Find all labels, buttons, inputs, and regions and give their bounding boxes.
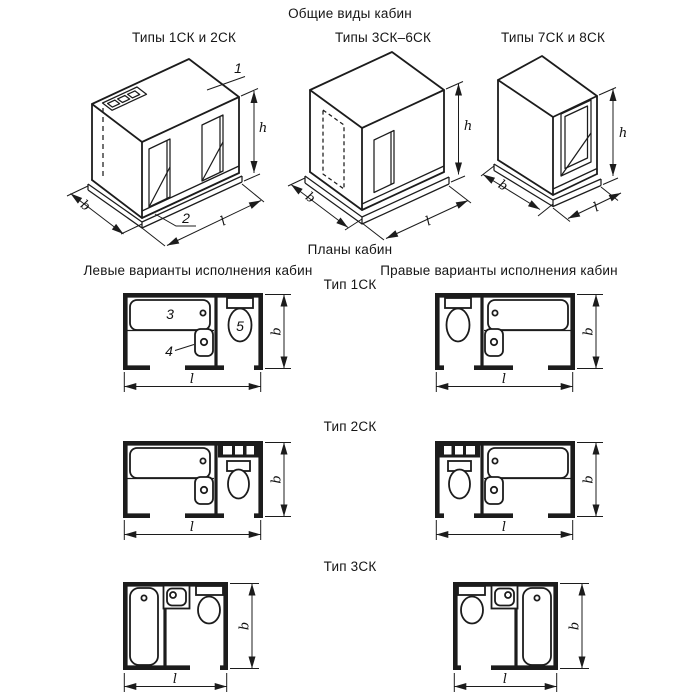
svg-text:b: b bbox=[495, 177, 511, 195]
svg-text:h: h bbox=[618, 126, 628, 141]
dimension-length bbox=[436, 520, 572, 540]
iso-title-1: Типы 1СК и 2СК bbox=[131, 30, 237, 45]
plans-title: Планы кабин bbox=[307, 242, 393, 257]
type-1sk-label: Тип 1СК bbox=[323, 277, 377, 292]
room-plan-mirrored bbox=[435, 293, 575, 370]
callout-bathtub: 3 bbox=[166, 306, 174, 322]
svg-text:l: l bbox=[218, 214, 229, 230]
svg-text:h: h bbox=[258, 121, 268, 136]
dimension-length bbox=[454, 672, 556, 692]
svg-text:l: l bbox=[502, 672, 508, 687]
room-plan bbox=[123, 582, 228, 670]
room-plan-mirrored bbox=[435, 441, 575, 518]
svg-text:l: l bbox=[189, 372, 195, 387]
iso-view-types-3sk-6sk bbox=[287, 50, 487, 250]
svg-text:l: l bbox=[591, 200, 602, 216]
dimension-width bbox=[577, 443, 603, 517]
cabin-box bbox=[310, 52, 444, 210]
svg-text:h: h bbox=[463, 119, 473, 134]
plan-1sk-left bbox=[100, 288, 305, 403]
callout-leader-washbasin bbox=[175, 345, 194, 351]
iso-title-2: Типы 3СК–6СК bbox=[334, 30, 432, 45]
dimension-length bbox=[124, 672, 226, 692]
svg-text:b: b bbox=[237, 621, 253, 631]
svg-text:l: l bbox=[423, 214, 434, 230]
roof-vent bbox=[103, 87, 147, 110]
iso-title-3: Типы 7СК и 8СК bbox=[500, 30, 606, 45]
iso-view-types-7sk-8sk bbox=[480, 48, 680, 253]
dimension-height bbox=[241, 89, 267, 182]
iso-view-types-1sk-2sk bbox=[55, 50, 290, 250]
door bbox=[561, 100, 591, 176]
room-plan-mirrored bbox=[453, 582, 558, 670]
callout-toilet: 5 bbox=[236, 318, 244, 334]
dimension-height bbox=[446, 82, 472, 183]
svg-text:b: b bbox=[302, 189, 318, 207]
plan-1sk-right bbox=[412, 288, 617, 403]
svg-text:l: l bbox=[501, 520, 507, 535]
dimension-width bbox=[577, 295, 603, 369]
dimension-width bbox=[230, 584, 259, 669]
type-3sk-label: Тип 3СК bbox=[323, 559, 377, 574]
svg-text:b: b bbox=[269, 475, 285, 484]
callout-floor-panel: 2 bbox=[182, 210, 190, 226]
floor-line bbox=[553, 169, 597, 190]
svg-text:l: l bbox=[172, 672, 178, 687]
dimension-length bbox=[124, 372, 260, 392]
dimension-length bbox=[436, 372, 572, 392]
dimension-width bbox=[288, 178, 362, 230]
svg-text:b: b bbox=[581, 475, 597, 484]
callout-washbasin: 4 bbox=[165, 343, 173, 359]
cabin-box bbox=[498, 56, 597, 195]
plan-3sk-left bbox=[110, 578, 280, 700]
dimension-width bbox=[560, 584, 589, 669]
dimension-length bbox=[362, 186, 471, 240]
left-variants-header: Левые варианты исполнения кабин bbox=[83, 263, 313, 278]
dimension-length bbox=[124, 520, 260, 540]
callout-roof-panel: 1 bbox=[234, 60, 242, 76]
svg-text:b: b bbox=[77, 197, 93, 215]
dimension-width bbox=[265, 443, 291, 517]
door bbox=[149, 115, 223, 207]
svg-text:b: b bbox=[567, 621, 583, 631]
dimension-width bbox=[481, 166, 553, 216]
room-plan bbox=[123, 441, 263, 518]
svg-text:b: b bbox=[269, 327, 285, 336]
dimension-width bbox=[265, 295, 291, 369]
plan-2sk-left bbox=[100, 436, 305, 551]
plan-2sk-right bbox=[412, 436, 617, 551]
type-2sk-label: Тип 2СК bbox=[323, 419, 377, 434]
hidden-door bbox=[323, 110, 344, 189]
page-title: Общие виды кабин bbox=[288, 6, 412, 21]
right-variants-header: Правые варианты исполнения кабин bbox=[380, 263, 618, 278]
plan-3sk-right bbox=[440, 578, 610, 700]
svg-text:b: b bbox=[581, 327, 597, 336]
base-slab bbox=[494, 164, 601, 207]
dimension-height bbox=[599, 88, 627, 185]
svg-text:l: l bbox=[189, 520, 195, 535]
floor-line bbox=[142, 166, 239, 211]
svg-text:l: l bbox=[501, 372, 507, 387]
door bbox=[374, 131, 394, 193]
